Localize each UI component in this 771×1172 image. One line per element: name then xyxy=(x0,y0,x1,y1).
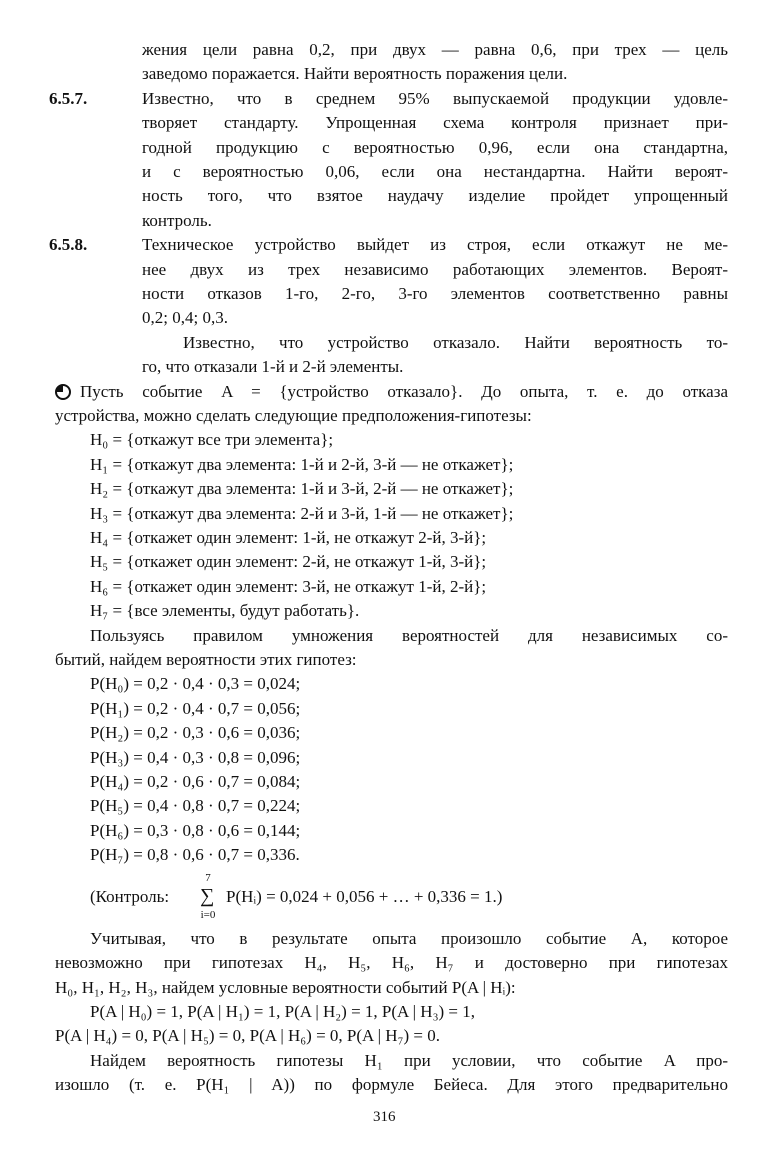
text-line: заведомо поражается. Найти вероятность поражения цели. xyxy=(142,64,568,83)
text-line: ность того, что взятое наудачу изделие пройдет упрощенный xyxy=(142,186,728,205)
half-circle-icon xyxy=(54,383,72,401)
text-line: и с вероятностью 0,06, если она нестандартна. Найти вероят- xyxy=(142,162,728,181)
hypothesis-line: H₂ = {откажут два элемента: 1-й и 3-й, 2-й — не откажет}; xyxy=(90,479,514,498)
control-formula: P(Hᵢ) = 0,024 + 0,056 + … + 0,336 = 1.) xyxy=(226,887,503,906)
hypothesis-line: H₃ = {откажут два элемента: 2-й и 3-й, 1-й — не откажет}; xyxy=(90,504,514,523)
text-line: творяет стандарту. Упрощенная схема контроля признает при- xyxy=(142,113,728,132)
formula-line: P(H₆) = 0,3 · 0,8 · 0,6 = 0,144; xyxy=(90,821,301,840)
problem-number: 6.5.8. xyxy=(49,235,88,254)
text-line: Найдем вероятность гипотезы H₁ при условии, что событие A про- xyxy=(90,1051,728,1070)
text-line: ности отказов 1-го, 2-го, 3-го элементов соответственно равны xyxy=(142,284,728,303)
text-line: жения цели равна 0,2, при двух — равна 0,6, при трех — цель xyxy=(142,40,728,59)
text-line: Техническое устройство выйдет из строя, если откажут не ме- xyxy=(142,235,728,254)
text-line: невозможно при гипотезах H₄, H₅, H₆, H₇ и достоверно при гипотезах xyxy=(55,953,728,972)
text-line: контроль. xyxy=(142,211,212,230)
text-line: 0,2; 0,4; 0,3. xyxy=(142,308,228,327)
text-line: годной продукцию с вероятностью 0,96, если она стандартна, xyxy=(142,138,728,157)
text-line: Известно, что в среднем 95% выпускаемой продукции удовле- xyxy=(142,89,728,108)
text-line: го, что отказали 1-й и 2-й элементы. xyxy=(142,357,404,376)
formula-line: P(A | H₀) = 1, P(A | H₁) = 1, P(A | H₂) = 1, P(A | H₃) = 1, xyxy=(90,1002,475,1021)
problem-number: 6.5.7. xyxy=(49,89,88,108)
text-line: устройства, можно сделать следующие предположения-гипотезы: xyxy=(55,406,532,425)
formula-line: P(H₇) = 0,8 · 0,6 · 0,7 = 0,336. xyxy=(90,845,300,864)
hypothesis-line: H₄ = {откажет один элемент: 1-й, не откажут 2-й, 3-й}; xyxy=(90,528,487,547)
text-line: нее двух из трех независимо работающих элементов. Вероят- xyxy=(142,260,728,279)
text-line: изошло (т. е. P(H₁ | A)) по формуле Бейеса. Для этого предварительно xyxy=(55,1075,728,1094)
formula-line: P(A | H₄) = 0, P(A | H₅) = 0, P(A | H₆) = 0, P(A | H₇) = 0. xyxy=(55,1026,440,1045)
formula-line: P(H₁) = 0,2 · 0,4 · 0,7 = 0,056; xyxy=(90,699,301,718)
control-prefix: (Контроль: xyxy=(90,887,170,906)
text-line: Пусть событие A = {устройство отказало}. До опыта, т. е. до отказа xyxy=(80,382,728,401)
formula-line: P(H₅) = 0,4 · 0,8 · 0,7 = 0,224; xyxy=(90,796,301,815)
sum-upper-limit: 7 xyxy=(205,872,211,884)
text-line: бытий, найдем вероятности этих гипотез: xyxy=(55,650,357,669)
hypothesis-line: H₀ = {откажут все три элемента}; xyxy=(90,430,334,449)
hypothesis-line: H₇ = {все элементы, будут работать}. xyxy=(90,601,360,620)
formula-line: P(H₄) = 0,2 · 0,6 · 0,7 = 0,084; xyxy=(90,772,301,791)
text-line: Пользуясь правилом умножения вероятностей для независимых со- xyxy=(90,626,728,645)
sum-sign: ∑ xyxy=(200,885,215,907)
hypothesis-line: H₅ = {откажет один элемент: 2-й, не откажут 1-й, 3-й}; xyxy=(90,552,487,571)
formula-line: P(H₀) = 0,2 · 0,4 · 0,3 = 0,024; xyxy=(90,674,301,693)
text-line: Учитывая, что в результате опыта произошло событие A, которое xyxy=(90,929,728,948)
text-line: Известно, что устройство отказало. Найти вероятность то- xyxy=(183,333,728,352)
sum-lower-limit: i=0 xyxy=(200,909,216,921)
hypothesis-line: H₆ = {откажет один элемент: 3-й, не откажут 1-й, 2-й}; xyxy=(90,577,487,596)
hypothesis-line: H₁ = {откажут два элемента: 1-й и 2-й, 3-й — не откажет}; xyxy=(90,455,514,474)
formula-line: P(H₃) = 0,4 · 0,3 · 0,8 = 0,096; xyxy=(90,748,301,767)
text-line: H₀, H₁, H₂, H₃, найдем условные вероятности событий P(A | Hᵢ): xyxy=(55,978,516,997)
formula-line: P(H₂) = 0,2 · 0,3 · 0,6 = 0,036; xyxy=(90,723,301,742)
page-number: 316 xyxy=(373,1109,396,1125)
